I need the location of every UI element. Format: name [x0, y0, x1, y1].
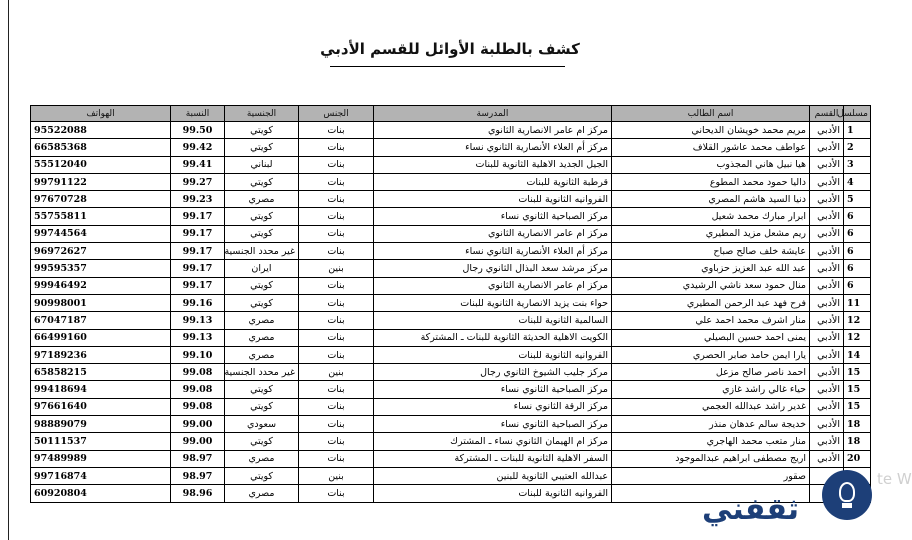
cell-school: مركز أم العلاء الأنصارية الثانوي نساء — [374, 243, 612, 260]
header-nationality: الجنسية — [225, 106, 299, 122]
cell-section: الأدبي — [810, 433, 844, 450]
cell-phone: 97189236 — [31, 346, 171, 363]
cell-name: منار متعب محمد الهاجري — [612, 433, 810, 450]
cell-phone: 95522088 — [31, 122, 171, 139]
table-row — [31, 122, 871, 139]
cell-school: مركز الصباحية الثانوي نساء — [374, 416, 612, 433]
cell-serial: 2 — [844, 139, 871, 156]
cell-nationality: مصري — [225, 191, 299, 208]
cell-gender: بنات — [299, 122, 374, 139]
cell-percent: 99.08 — [171, 364, 225, 381]
table-row — [31, 156, 871, 173]
cell-gender: بنات — [299, 485, 374, 502]
table-row — [31, 294, 871, 311]
cell-gender: بنات — [299, 191, 374, 208]
table-row — [31, 173, 871, 190]
cell-gender: بنات — [299, 208, 374, 225]
table-row — [31, 346, 871, 363]
cell-gender: بنين — [299, 467, 374, 484]
cell-serial: 5 — [844, 191, 871, 208]
cell-nationality: كويتي — [225, 433, 299, 450]
cell-phone: 65858215 — [31, 364, 171, 381]
cell-section: الأدبي — [810, 312, 844, 329]
cell-name: دنيا السيد هاشم المصري — [612, 191, 810, 208]
header-school: المدرسة — [374, 106, 612, 122]
cell-section: الأدبي — [810, 346, 844, 363]
cell-phone: 55755811 — [31, 208, 171, 225]
cell-percent: 99.13 — [171, 312, 225, 329]
lightbulb-base-icon — [842, 503, 852, 508]
table-header-row — [31, 106, 871, 122]
cell-gender: بنات — [299, 294, 374, 311]
table-row — [31, 416, 871, 433]
cell-name: عبد الله عبد العزيز حزباوي — [612, 260, 810, 277]
cell-name: اريج مصطفى ابراهيم عبدالموجود — [612, 450, 810, 467]
cell-nationality: ايران — [225, 260, 299, 277]
cell-gender: بنات — [299, 450, 374, 467]
cell-section: الأدبي — [810, 191, 844, 208]
cell-percent: 99.17 — [171, 243, 225, 260]
cell-phone: 98889079 — [31, 416, 171, 433]
cell-section: الأدبي — [810, 398, 844, 415]
cell-percent: 99.50 — [171, 122, 225, 139]
cell-school: الكويت الاهلية الحديثة الثانوية للبنات ـ المشتركة — [374, 329, 612, 346]
cell-name: هيا نبيل هاني المجذوب — [612, 156, 810, 173]
cell-serial: 15 — [844, 381, 871, 398]
cell-name: ابرار مبارك محمد شعيل — [612, 208, 810, 225]
cell-nationality: مصري — [225, 485, 299, 502]
cell-nationality: كويتي — [225, 139, 299, 156]
cell-school: الفروانيه الثانوية للبنات — [374, 346, 612, 363]
cell-name: منال حمود سعد ناشي الرشيدي — [612, 277, 810, 294]
cell-nationality: مصري — [225, 450, 299, 467]
cell-serial: 6 — [844, 277, 871, 294]
cell-serial: 12 — [844, 312, 871, 329]
cell-serial: 18 — [844, 416, 871, 433]
cell-serial: 20 — [844, 450, 871, 467]
cell-phone: 90998001 — [31, 294, 171, 311]
cell-gender: بنات — [299, 329, 374, 346]
cell-name: عايشة خلف صالح صباح — [612, 243, 810, 260]
cell-phone: 60920804 — [31, 485, 171, 502]
cell-percent: 99.17 — [171, 260, 225, 277]
cell-percent: 98.97 — [171, 450, 225, 467]
cell-name: حياء غالي راشد غازي — [612, 381, 810, 398]
cell-gender: بنات — [299, 173, 374, 190]
cell-percent: 99.23 — [171, 191, 225, 208]
cell-phone: 99791122 — [31, 173, 171, 190]
cell-name: صقور — [612, 467, 810, 484]
cell-section: الأدبي — [810, 277, 844, 294]
cell-phone: 66499160 — [31, 329, 171, 346]
cell-phone: 97489989 — [31, 450, 171, 467]
cell-section: الأدبي — [810, 156, 844, 173]
cell-school: عبدالله العتيبي الثانوية للبنين — [374, 467, 612, 484]
cell-gender: بنات — [299, 225, 374, 242]
table-row — [31, 312, 871, 329]
cell-nationality: سعودي — [225, 416, 299, 433]
cell-school: مركز ام عامر الانصارية الثانوي — [374, 225, 612, 242]
cell-percent: 99.42 — [171, 139, 225, 156]
cell-school: السفر الاهلية الثانوية للبنات ـ المشتركة — [374, 450, 612, 467]
cell-school: مركز ام عامر الانصارية الثانوي — [374, 122, 612, 139]
cell-school: مركز الرقة الثانوي نساء — [374, 398, 612, 415]
cell-gender: بنين — [299, 260, 374, 277]
cell-gender: بنات — [299, 381, 374, 398]
table-body — [31, 122, 871, 503]
cell-percent: 99.17 — [171, 208, 225, 225]
cell-gender: بنات — [299, 312, 374, 329]
table-row — [31, 329, 871, 346]
header-name: اسم الطالب — [612, 106, 810, 122]
cell-school: الفروانيه الثانوية للبنات — [374, 485, 612, 502]
cell-school: السالمية الثانوية للبنات — [374, 312, 612, 329]
cell-serial: 15 — [844, 398, 871, 415]
cell-percent: 99.17 — [171, 225, 225, 242]
header-phone: الهواتف — [31, 106, 171, 122]
lightbulb-icon — [839, 482, 855, 502]
cell-phone: 99744564 — [31, 225, 171, 242]
header-gender: الجنس — [299, 106, 374, 122]
cell-section: الأدبي — [810, 381, 844, 398]
cell-gender: بنات — [299, 156, 374, 173]
watermark-text: ثقفني — [702, 492, 800, 527]
cell-school: الفروانيه الثانوية للبنات — [374, 191, 612, 208]
cell-serial: 14 — [844, 346, 871, 363]
table-row — [31, 364, 871, 381]
cell-phone: 67047187 — [31, 312, 171, 329]
table-row — [31, 139, 871, 156]
page-edge-rule — [8, 0, 9, 540]
cell-nationality: كويتي — [225, 277, 299, 294]
cell-name: يارا ايمن حامد صابر الحصري — [612, 346, 810, 363]
cell-serial: 18 — [844, 433, 871, 450]
cell-nationality: كويتي — [225, 225, 299, 242]
cell-section: الأدبي — [810, 294, 844, 311]
cell-serial: 4 — [844, 173, 871, 190]
cell-school: الجيل الجديد الاهلية الثانوية للبنات — [374, 156, 612, 173]
cell-phone: 55512040 — [31, 156, 171, 173]
cell-school: مركز مرشد سعد البذال الثانوي رجال — [374, 260, 612, 277]
table-row — [31, 398, 871, 415]
cell-nationality: مصري — [225, 329, 299, 346]
cell-section: الأدبي — [810, 173, 844, 190]
cell-gender: بنات — [299, 346, 374, 363]
cell-gender: بنات — [299, 277, 374, 294]
cell-name: مريم محمد خويشان الديحاني — [612, 122, 810, 139]
cell-percent: 99.00 — [171, 433, 225, 450]
title-underline — [330, 66, 565, 67]
cell-section: الأدبي — [810, 243, 844, 260]
watermark-ghost-text: te W — [877, 470, 912, 488]
cell-section: الأدبي — [810, 260, 844, 277]
cell-section: الأدبي — [810, 208, 844, 225]
cell-name: عواطف محمد عاشور القلاف — [612, 139, 810, 156]
cell-nationality: كويتي — [225, 208, 299, 225]
cell-gender: بنات — [299, 139, 374, 156]
cell-nationality: غير محدد الجنسية — [225, 243, 299, 260]
table-row — [31, 225, 871, 242]
cell-nationality: غير محدد الجنسية — [225, 364, 299, 381]
page-title: كشف بالطلبة الأوائل للقسم الأدبي — [320, 40, 580, 58]
cell-name: يمنى احمد حسين البصيلي — [612, 329, 810, 346]
cell-section: الأدبي — [810, 450, 844, 467]
cell-nationality: كويتي — [225, 122, 299, 139]
cell-section: الأدبي — [810, 139, 844, 156]
table-row — [31, 191, 871, 208]
cell-name: ريم مشعل مزيد المطيري — [612, 225, 810, 242]
cell-percent: 98.96 — [171, 485, 225, 502]
cell-nationality: لبناني — [225, 156, 299, 173]
cell-percent: 99.27 — [171, 173, 225, 190]
cell-school: حواء بنت يزيد الانصارية الثانوية للبنات — [374, 294, 612, 311]
cell-school: مركز الصباحية الثانوي نساء — [374, 208, 612, 225]
cell-percent: 99.13 — [171, 329, 225, 346]
header-section: القسم — [810, 106, 844, 122]
cell-serial: 6 — [844, 243, 871, 260]
cell-school: مركز الصباحية الثانوي نساء — [374, 381, 612, 398]
table-row — [31, 208, 871, 225]
cell-serial: 6 — [844, 208, 871, 225]
cell-school: قرطبة الثانوية للبنات — [374, 173, 612, 190]
site-watermark — [692, 462, 912, 540]
cell-nationality: كويتي — [225, 294, 299, 311]
cell-name: منار اشرف محمد احمد علي — [612, 312, 810, 329]
cell-nationality: مصري — [225, 312, 299, 329]
cell-percent: 99.41 — [171, 156, 225, 173]
cell-school: مركز أم العلاء الأنصارية الثانوي نساء — [374, 139, 612, 156]
header-serial: مسلسل — [844, 106, 871, 122]
cell-percent: 99.08 — [171, 398, 225, 415]
cell-phone: 99946492 — [31, 277, 171, 294]
cell-percent: 99.17 — [171, 277, 225, 294]
cell-serial: 6 — [844, 260, 871, 277]
cell-gender: بنات — [299, 398, 374, 415]
cell-nationality: كويتي — [225, 398, 299, 415]
table-row — [31, 243, 871, 260]
cell-nationality: مصري — [225, 346, 299, 363]
cell-name: فرح فهد عبد الرحمن المطيري — [612, 294, 810, 311]
cell-gender: بنات — [299, 416, 374, 433]
cell-name: داليا حمود محمد المطوع — [612, 173, 810, 190]
cell-serial: 6 — [844, 225, 871, 242]
cell-section: الأدبي — [810, 416, 844, 433]
table-row — [31, 433, 871, 450]
table-row — [31, 277, 871, 294]
cell-percent: 99.10 — [171, 346, 225, 363]
cell-percent: 98.97 — [171, 467, 225, 484]
cell-percent: 99.00 — [171, 416, 225, 433]
header-percent: النسبة — [171, 106, 225, 122]
cell-name: خديجة سالم عدهان منذر — [612, 416, 810, 433]
cell-serial: 12 — [844, 329, 871, 346]
cell-phone: 50111537 — [31, 433, 171, 450]
cell-nationality: كويتي — [225, 467, 299, 484]
cell-serial: 3 — [844, 156, 871, 173]
cell-phone: 97670728 — [31, 191, 171, 208]
cell-name: غدير راشد عبدالله العجمي — [612, 398, 810, 415]
cell-phone: 99716874 — [31, 467, 171, 484]
cell-section: الأدبي — [810, 225, 844, 242]
cell-phone: 97661640 — [31, 398, 171, 415]
cell-school: مركز جليب الشيوخ الثانوي رجال — [374, 364, 612, 381]
cell-gender: بنات — [299, 243, 374, 260]
results-table — [30, 105, 871, 503]
cell-percent: 99.16 — [171, 294, 225, 311]
cell-section: الأدبي — [810, 364, 844, 381]
cell-phone: 96972627 — [31, 243, 171, 260]
cell-school: مركز ام عامر الانصارية الثانوي — [374, 277, 612, 294]
cell-section: الأدبي — [810, 329, 844, 346]
cell-serial: 1 — [844, 122, 871, 139]
cell-name: احمد ناصر صالح مزعل — [612, 364, 810, 381]
cell-gender: بنات — [299, 433, 374, 450]
cell-section: الأدبي — [810, 122, 844, 139]
cell-school: مركز ام الهيمان الثانوي نساء ـ المشترك — [374, 433, 612, 450]
cell-phone: 99595357 — [31, 260, 171, 277]
cell-nationality: كويتي — [225, 381, 299, 398]
cell-gender: بنين — [299, 364, 374, 381]
cell-phone: 99418694 — [31, 381, 171, 398]
table-row — [31, 260, 871, 277]
cell-percent: 99.08 — [171, 381, 225, 398]
table-row — [31, 381, 871, 398]
cell-serial: 15 — [844, 364, 871, 381]
cell-phone: 66585368 — [31, 139, 171, 156]
cell-serial: 11 — [844, 294, 871, 311]
cell-nationality: كويتي — [225, 173, 299, 190]
